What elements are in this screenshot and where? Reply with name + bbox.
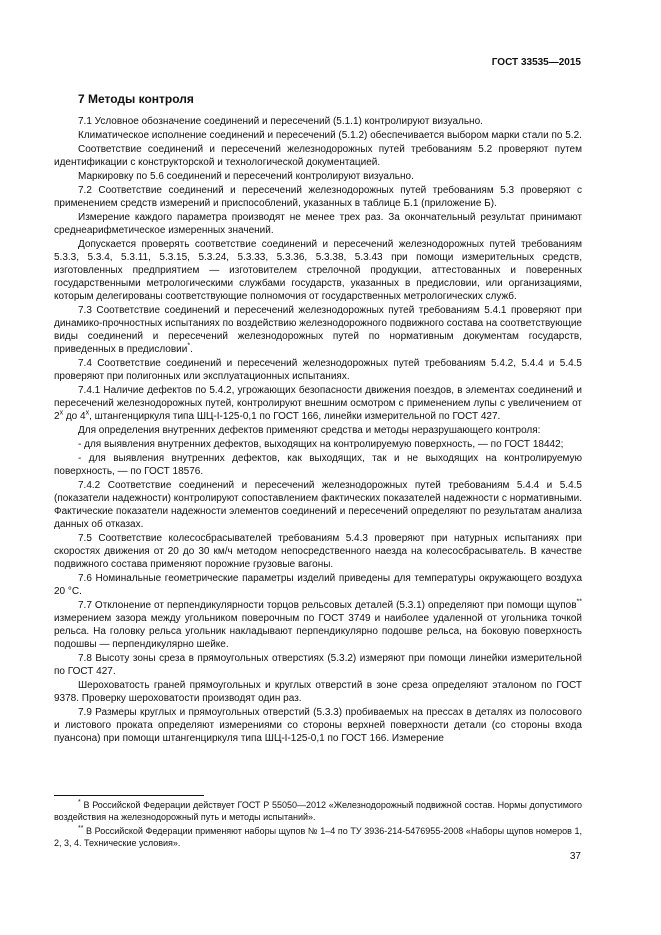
footnote-mark: ** — [78, 825, 84, 832]
paragraph — [54, 599, 582, 651]
footnote-ref: * — [187, 342, 191, 350]
footnote-mark: * — [78, 799, 81, 806]
paragraph-text: 7.4.1 Наличие дефектов по 5.4.2, угрожающих безопасности движения поездов, в элементах соединений и пересечений железнодорожных путей, контролируют внешним осмотром с применением лупы с увеличением от 2 — [54, 385, 582, 422]
paragraph: Соответствие соединений и пересечений железнодорожных путей требованиям 5.2 проверяют путем идентификации с конструкторской и технологической документацией. — [54, 144, 582, 168]
document-body — [54, 115, 582, 746]
paragraph: - для выявления внутренних дефектов, выходящих на контролируемую поверхность, — по ГОСТ 18442; — [78, 439, 564, 450]
footnote-text: В Российской Федерации действует ГОСТ Р 55050—2012 «Железнодорожный подвижной состав. Нормы допустимого воздействия на железнодорожный путь и методы испытаний». — [54, 800, 582, 822]
paragraph: 7.2 Соответствие соединений и пересечений железнодорожных путей требованиям 5.3 проверяют с применением средств измерений и приспособлений, указанных в таблице Б.1 (приложение Б). — [54, 185, 582, 209]
footnote — [54, 799, 582, 823]
paragraph: Климатическое исполнение соединений и пересечений (5.1.2) обеспечивается выбором марки стали по 5.2. — [78, 130, 582, 141]
paragraph: - для выявления внутренних дефектов, как выходящих, так и не выходящих на контролируемую поверхность, — по ГОСТ 18576. — [54, 453, 582, 477]
paragraph: 7.4.2 Соответствие соединений и пересечений железнодорожных путей требованиям 5.4.4 и 5.4.5 (показатели надежности) контролируют сопоставлением фактических показателей надежности с нормативными. Фактические показатели надежности элементов соединений и пересечений определяют по результатам анализа данных об отказах. — [54, 480, 582, 530]
paragraph: Допускается проверять соответствие соединений и пересечений железнодорожных путей требованиям 5.3.3, 5.3.4, 5.3.11, 5.3.15, 5.3.24, 5.3.33, 5.3.36, 5.3.38, 5.3.43 при помощи измерительных средств, изготовленных предприятием — изготовителем стрелочной продукции, аттестованных и поверенных государственными метрологическими службами государств, указанных в предисловии, или организациями, которым делегированы соответствующие полномочия от государственных метрологических служб. — [54, 239, 582, 302]
paragraph-text: 7.3 Соответствие соединений и пересечений железнодорожных путей требованиям 5.4.1 проверяют при динамико-прочностных испытаниях по воздействию железнодорожного подвижного состава на соответствующие виды соединений и пересечений железнодорожных путей по нормативным документам государств, приведенных в предисловии — [54, 305, 582, 355]
footnote — [54, 825, 582, 849]
paragraph: 7.4 Соответствие соединений и пересечений железнодорожных путей требованиям 5.4.2, 5.4.4 и 5.4.5 проверяют при полигонных или эксплуатационных испытаниях. — [54, 358, 582, 382]
superscript: х — [85, 409, 90, 417]
paragraph-text: измерением зазора между угольником поверочным по ГОСТ 3749 и наиболее удаленной от угольника точкой рельса. На головку рельса угольник накладывают перпендикулярно подошве рельса, на боковую поверхность подошвы — перпендикулярно шейке. — [54, 613, 582, 650]
superscript: х — [59, 409, 64, 417]
paragraph-text: , штангенциркуля типа ШЦ-I-125-0,1 по ГОСТ 166, линейки измерительной по ГОСТ 427. — [89, 411, 501, 422]
paragraph: 7.9 Размеры круглых и прямоугольных отверстий (5.3.3) пробиваемых на прессах в деталях из полосового и листового проката определяют измерениями со стороны верхней поверхности детали (со стороны входа пуансона) при помощи штангенциркуля типа ШЦ-I-125-0,1 по ГОСТ 166. Измерение — [54, 707, 582, 744]
footnotes — [54, 795, 582, 851]
paragraph: 7.6 Номинальные геометрические параметры изделий приведены для температуры окружающего воздуха 20 °С. — [54, 573, 582, 597]
paragraph: Для определения внутренних дефектов применяют средства и методы неразрушающего контроля: — [78, 425, 541, 436]
paragraph: 7.5 Соответствие колесосбрасывателей требованиям 5.4.3 проверяют при натурных испытаниях при скоростях движения от 20 до 30 км/ч методом непосредственного наезда на колесосбрасыватель. В качестве подвижного состава применяют порожние грузовые вагоны. — [54, 533, 582, 570]
section-title: 7 Методы контроля — [78, 92, 194, 106]
paragraph-text: до 4 — [63, 411, 86, 422]
footnote-text: В Российской Федерации применяют наборы щупов № 1–4 по ТУ 3936-214-5476955-2008 «Наборы щупов номеров 1, 2, 3, 4. Технические условия». — [54, 826, 582, 848]
footnote-divider — [54, 795, 204, 796]
page-number: 37 — [569, 851, 581, 862]
paragraph: 7.8 Высоту зоны среза в прямоугольных отверстиях (5.3.2) измеряют при помощи линейки измерительной по ГОСТ 427. — [54, 653, 582, 677]
paragraph: Измерение каждого параметра производят не менее трех раз. За окончательный результат принимают среднеарифметическое измеренных значений. — [54, 212, 582, 236]
paragraph-text: . — [190, 344, 193, 355]
paragraph — [54, 304, 582, 356]
paragraph: Шероховатость граней прямоугольных и круглых отверстий в зоне среза определяют эталоном по ГОСТ 9378. Проверку шероховатости производят один раз. — [54, 680, 582, 704]
paragraph: Маркировку по 5.6 соединений и пересечений контролируют визуально. — [78, 171, 414, 182]
paragraph: 7.1 Условное обозначение соединений и пересечений (5.1.1) контролируют визуально. — [78, 116, 483, 127]
paragraph — [54, 384, 582, 423]
document-header: ГОСТ 33535—2015 — [491, 57, 581, 68]
paragraph-text: 7.7 Отклонение от перпендикулярности торцов рельсовых деталей (5.3.1) определяют при помощи щупов — [78, 600, 577, 611]
footnote-ref: ** — [576, 598, 582, 606]
